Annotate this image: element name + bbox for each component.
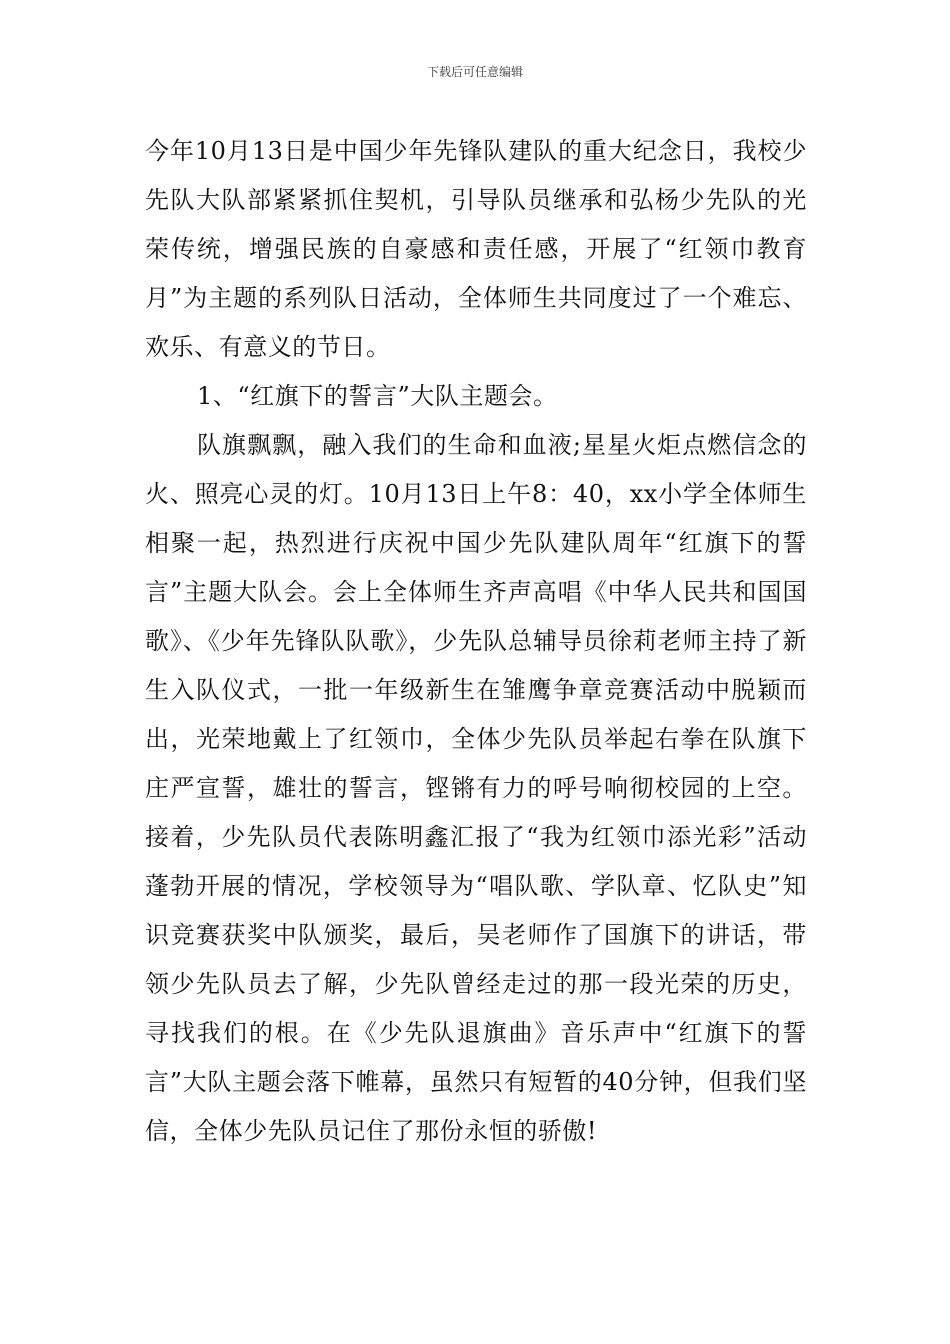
section-heading: 1、“红旗下的誓言”大队主题会。 (197, 382, 558, 410)
body-paragraph: 队旗飘飘，融入我们的生命和血液;星星火炬点燃信念的火、照亮心灵的灯。10月13日上午8：40，xx小学全体师生相聚一起，热烈进行庆祝中国少先队建队周年“红旗下的誓言”主题大队会。会上全体师生齐声高唱《中华人民共和国国歌》、《少年先锋队队歌》，少先队总辅导员徐莉老师主持了新生入队仪式，一批一年级新生在雏鹰争章竞赛活动中脱颖而出，光荣地戴上了红领巾，全体少先队员举起右拳在队旗下庄严宣誓，雄壮的誓言，铿锵有力的呼号响彻校园的上空。接着，少先队员代表陈明鑫汇报了“我为红领巾添光彩”活动蓬勃开展的情况，学校领导为“唱队歌、学队章、忆队史”知识竞赛获奖中队颁奖，最后，吴老师作了国旗下的讲话，带领少先队员去了解，少先队曾经走过的那一段光荣的历史，寻找我们的根。在《少先队退旗曲》音乐声中“红旗下的誓言”大队主题会落下帷幕，虽然只有短暂的40分钟，但我们坚信，全体少先队员记住了那份永恒的骄傲! (145, 431, 807, 1145)
document-body (145, 127, 807, 1156)
page-header-note: 下载后可任意编辑 (426, 65, 523, 79)
intro-paragraph: 今年10月13日是中国少年先锋队建队的重大纪念日，我校少先队大队部紧紧抓住契机，引导队员继承和弘杨少先队的光荣传统，增强民族的自豪感和责任感，开展了“红领巾教育月”为主题的系列队日活动，全体师生共同度过了一个难忘、欢乐、有意义的节日。 (145, 137, 807, 361)
